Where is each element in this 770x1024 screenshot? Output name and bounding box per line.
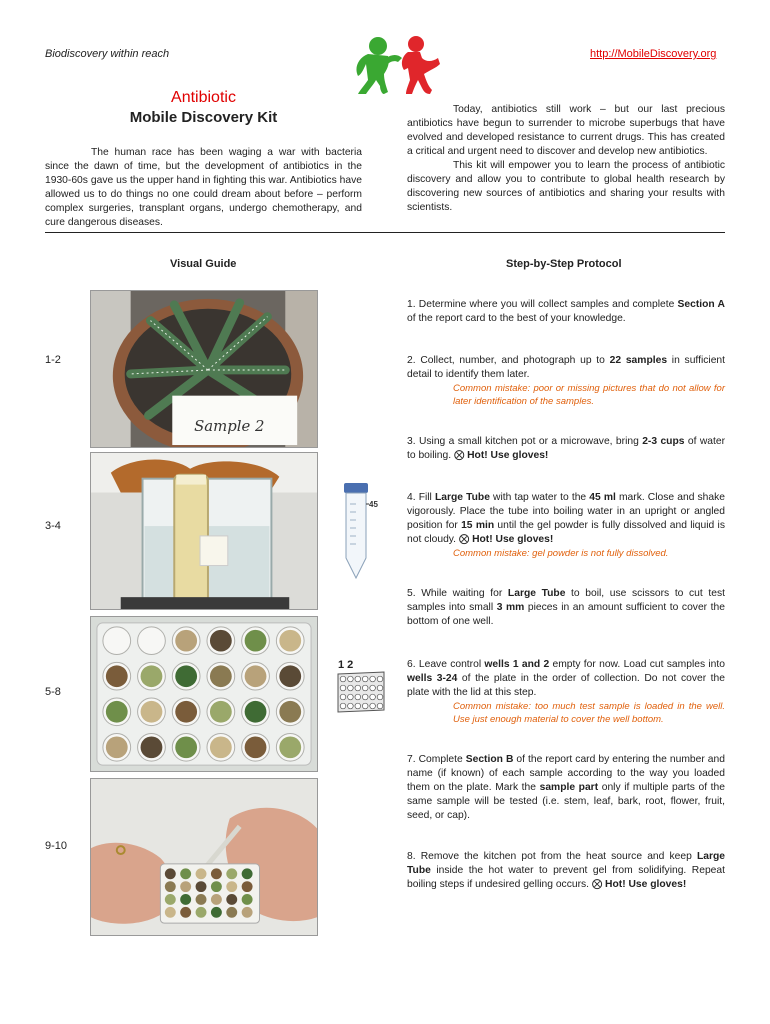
plate-icon-well	[348, 676, 354, 682]
pipette-plate-well	[196, 907, 207, 918]
plate-well	[103, 627, 131, 655]
step-7: 7. Complete Section B of the report card by entering the number and name (if known) of each sample according to the way you loaded them on the plate. Mark the sample part only if multiple parts of the same sample will be tested (i.e. stem, leaf, bark, root, flower, fruit, seed, or cap).	[407, 754, 725, 821]
hot-warning-icon: ⨂	[458, 534, 470, 545]
pipette-plate-well	[226, 894, 237, 905]
step-8: 8. Remove the kitchen pot from the heat source and keep Large Tube inside the hot water to prevent gel from solidifying. Repeat boiling steps if undesired gelling occurs. ⨂ Hot! Use gloves!	[407, 851, 725, 890]
step-6-mistake: Common mistake: too much test sample is loaded in the well. Use just enough material to cover the well bottom.	[453, 701, 725, 725]
tube-mark-label: 45	[369, 500, 378, 509]
pipette-plate-well	[165, 894, 176, 905]
plate-well	[138, 627, 166, 655]
large-tube-icon	[338, 482, 380, 580]
photo-well-plate	[90, 616, 318, 772]
protocol-heading: Step-by-Step Protocol	[506, 258, 622, 270]
plate-well-sample	[210, 630, 232, 652]
pipette-plate-well	[180, 907, 191, 918]
plate-icon-well	[340, 703, 346, 709]
intro-paragraph-right-1: Today, antibiotics still work – but our last precious antibiotics have begun to surrender to microbe superbugs that have evolved and developed resistance to current drugs. This has created a critical and urgent need to discover and develop new antibiotics.	[407, 104, 725, 157]
step-2-mistake: Common mistake: poor or missing pictures that do not allow for later identification of the samples.	[453, 383, 725, 407]
plate-icon-well	[348, 694, 354, 700]
step-5: 5. While waiting for Large Tube to boil, use scissors to cut test samples into small 3 mm pieces in an amount sufficient to cover the bottom of one well.	[407, 588, 725, 627]
guide-label-3-4: 3-4	[45, 520, 61, 532]
intro-paragraph-right-2: This kit will empower you to learn the process of antibiotic discovery and allow you to contribute to global health research by discovering new sources of antibiotics and sharing your results with scientists.	[407, 160, 725, 213]
header-url-link[interactable]: http://MobileDiscovery.org	[590, 48, 717, 60]
photo-plant-sample	[90, 290, 318, 448]
intro-paragraph-left: The human race has been waging a war with bacteria since the dawn of time, but the development of antibiotics in the 1930-60s gave us the upper hand in fighting this war. Antibiotics have allowed us to do things no one could dream about before – perform complex surgeries, transplant organs, undergo chemotherapy, and cure dangerous diseases.	[45, 147, 362, 228]
plate-icon-well	[362, 703, 368, 709]
plate-icon-well	[362, 685, 368, 691]
title-antibiotic: Antibiotic	[171, 89, 236, 106]
plate-icon-well	[355, 694, 361, 700]
photo-pipette-hands	[90, 778, 318, 936]
plate-icon-well	[355, 703, 361, 709]
visual-guide-heading: Visual Guide	[170, 258, 237, 270]
pipette-plate-well	[242, 894, 253, 905]
plate-well-sample	[141, 736, 163, 758]
guide-label-1-2: 1-2	[45, 354, 61, 366]
pipette-plate-well	[226, 868, 237, 879]
plate-well-sample	[106, 736, 128, 758]
plate-well-sample	[279, 701, 301, 723]
plate-diagram-icon	[334, 656, 388, 718]
pipette-plate-well	[196, 894, 207, 905]
pipette-plate-well	[165, 881, 176, 892]
plate-icon-well	[377, 685, 383, 691]
step-6: 6. Leave control wells 1 and 2 empty for now. Load cut samples into wells 3-24 of the plate in the order of collection. Do not cover the plate with the lid at this step. Common mistake: too much test sample is loaded in the well. Use just enough material to cover the well bottom.	[407, 659, 725, 725]
step-3: 3. Using a small kitchen pot or a microwave, bring 2-3 cups of water to boiling. ⨂ Hot! Use gloves!	[407, 436, 725, 461]
plate-well-sample	[245, 665, 267, 687]
plate-well-sample	[175, 736, 197, 758]
intro-right	[407, 103, 725, 215]
hot-warning-icon: ⨂	[453, 450, 465, 461]
plate-well-sample	[141, 701, 163, 723]
step-4-mistake: Common mistake: gel powder is not fully dissolved.	[453, 548, 669, 559]
pipette-plate-well	[211, 881, 222, 892]
plate-well-sample	[245, 630, 267, 652]
plate-icon-well	[370, 685, 376, 691]
logo-icon	[350, 34, 444, 98]
pipette-plate-well	[242, 881, 253, 892]
plate-icon-well	[340, 676, 346, 682]
plate-icon-well	[348, 685, 354, 691]
plate-icon-well	[355, 676, 361, 682]
plate-well-sample	[279, 665, 301, 687]
step-2: 2. Collect, number, and photograph up to 22 samples in sufficient detail to identify them later. Common mistake: poor or missing pictures that do not allow for later identification of the samples.	[407, 355, 726, 407]
plate-well-sample	[175, 630, 197, 652]
plate-icon-well	[340, 685, 346, 691]
pipette-plate-well	[242, 868, 253, 879]
plate-icon-well	[377, 676, 383, 682]
plate-well-sample	[106, 701, 128, 723]
plate-well-sample	[210, 736, 232, 758]
plate-well-sample	[245, 736, 267, 758]
photo-beaker-tube	[90, 452, 318, 610]
plate-icon-well	[370, 703, 376, 709]
guide-label-9-10: 9-10	[45, 840, 68, 852]
plate-icon-well	[377, 703, 383, 709]
pipette-plate-well	[211, 868, 222, 879]
plate-well-sample	[175, 665, 197, 687]
plate-well-sample	[279, 630, 301, 652]
plate-well-sample	[175, 701, 197, 723]
plate-well-sample	[245, 701, 267, 723]
plate-icon-well	[348, 703, 354, 709]
guide-label-5-8: 5-8	[45, 686, 61, 698]
plate-icon-well	[362, 694, 368, 700]
pipette-plate-well	[180, 881, 191, 892]
header-tagline: Biodiscovery within reach	[45, 48, 170, 60]
section-divider	[45, 232, 725, 233]
pipette-plate-well	[226, 907, 237, 918]
plate-icon-well	[362, 676, 368, 682]
plate-well-sample	[279, 736, 301, 758]
plate-well-sample	[141, 665, 163, 687]
pipette-plate-well	[226, 881, 237, 892]
plate-well-sample	[210, 665, 232, 687]
title-kit: Mobile Discovery Kit	[129, 109, 278, 126]
plate-well-sample	[210, 701, 232, 723]
pipette-plate-well	[165, 868, 176, 879]
plate-icon-well	[370, 676, 376, 682]
plate-icon-well	[377, 694, 383, 700]
pipette-plate-well	[242, 907, 253, 918]
plate-well-numbers: 1 2	[338, 659, 354, 671]
pipette-plate-well	[196, 868, 207, 879]
step-4: 4. Fill Large Tube with tap water to the 45 ml mark. Close and shake vigorously. Place the tube into boiling water in an upright or angled position for 15 min until the gel powder is fully dissolved and liquid is not cloudy. ⨂ Hot! Use gloves! Common mistake: gel powder is not fully dissolved.	[407, 492, 726, 559]
plate-well-sample	[106, 665, 128, 687]
photo-caption-sample: Sample 2	[194, 418, 265, 436]
hot-warning-icon: ⨂	[591, 879, 603, 890]
step-1: 1. Determine where you will collect samples and complete Section A of the report card to the best of your knowledge.	[407, 299, 725, 324]
pipette-plate-well	[211, 894, 222, 905]
pipette-plate-well	[180, 894, 191, 905]
plate-icon-well	[370, 694, 376, 700]
pipette-plate-well	[211, 907, 222, 918]
plate-icon-well	[355, 685, 361, 691]
pipette-plate-well	[196, 881, 207, 892]
pipette-plate-well	[180, 868, 191, 879]
plate-icon-well	[340, 694, 346, 700]
pipette-plate-well	[165, 907, 176, 918]
